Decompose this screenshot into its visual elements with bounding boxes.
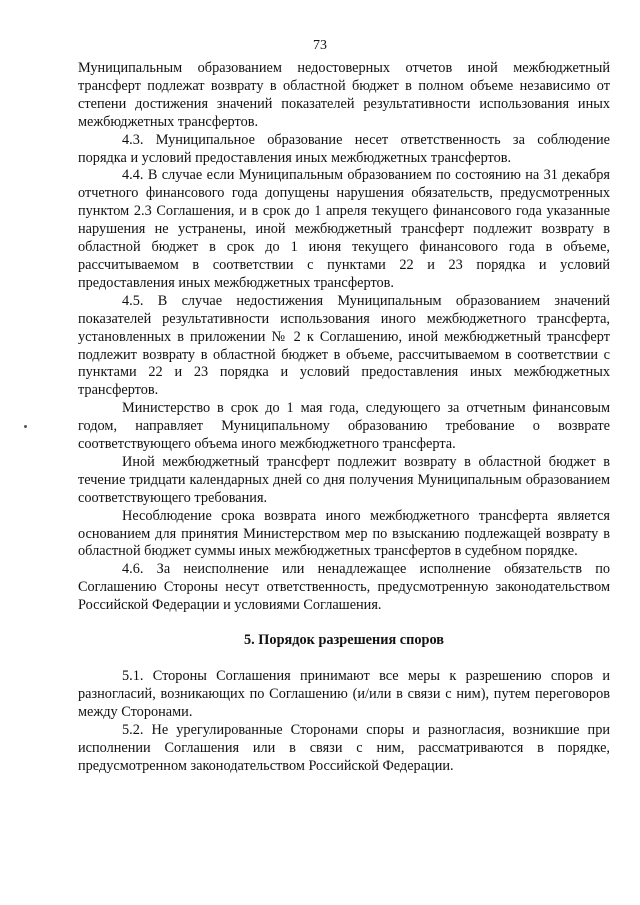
paragraph-4-6: 4.6. За неисполнение или ненадлежащее исполнение обязательств по Соглашению Стороны несут ответственность, предусмотренную законодательством Российской Федерации и условиями Соглашения. bbox=[78, 561, 610, 614]
paragraph-5-2: 5.2. Не урегулированные Сторонами споры и разногласия, возникшие при исполнении Соглашения или в связи с ним, рассматриваются в порядке, предусмотренном законодательством Российской Федерации. bbox=[78, 721, 610, 774]
paragraph-4-3: 4.3. Муниципальное образование несет ответственность за соблюдение порядка и условий предоставления иных межбюджетных трансфертов. bbox=[78, 131, 610, 166]
paragraph: Несоблюдение срока возврата иного межбюджетного трансферта является основанием для принятия Министерством мер по взысканию подлежащей возврату в областной бюджет суммы иных межбюджетных трансфертов в судебном порядке. bbox=[78, 507, 610, 560]
section-4-text bbox=[78, 60, 610, 615]
scan-speck bbox=[24, 425, 27, 428]
paragraph-4-5: 4.5. В случае недостижения Муниципальным образованием значений показателей результативности использования иного межбюджетного трансферта, установленных в приложении № 2 к Соглашению, иной межбюджетный трансферт подлежит возврату в областной бюджет в объеме, рассчитываемом в соответствии с пунктами 22 и 23 порядка и условий предоставления иных межбюджетных трансфертов. bbox=[78, 292, 610, 399]
section-heading: 5. Порядок разрешения споров bbox=[244, 632, 444, 649]
paragraph-4-4: 4.4. В случае если Муниципальным образованием по состоянию на 31 декабря отчетного финансового года допущены нарушения обязательств, предусмотренных пунктом 2.3 Соглашения, и в срок до 1 апреля текущего финансового года указанные нарушения не устранены, иной межбюджетный трансферт подлежит возврату в областной бюджет в срок до 1 июня текущего финансового года в объеме, рассчитываемом в соответствии с пунктами 22 и 23 порядка и условий предоставления иных межбюджетных трансфертов. bbox=[78, 167, 610, 291]
paragraph-5-1: 5.1. Стороны Соглашения принимают все меры к разрешению споров и разногласий, возникающих по Соглашению (и/или в связи с ним), путем переговоров между Сторонами. bbox=[78, 668, 610, 720]
section-5-text bbox=[78, 668, 610, 775]
document-body bbox=[78, 60, 610, 775]
paragraph: Муниципальным образованием недостоверных отчетов иной межбюджетный трансферт подлежат возврату в областной бюджет в полном объеме независимо от степени достижения значений показателей результативности использования иных межбюджетных трансфертов. bbox=[78, 60, 610, 130]
paragraph: Иной межбюджетный трансферт подлежит возврату в областной бюджет в течение тридцати календарных дней со дня получения Муниципальным образованием соответствующего требования. bbox=[78, 453, 610, 506]
page-number: 73 bbox=[313, 38, 327, 53]
paragraph: Министерство в срок до 1 мая года, следующего за отчетным финансовым годом, направляет Муниципальному образованию требование о возврате соответствующего объема иного межбюджетного трансферта. bbox=[78, 400, 610, 453]
